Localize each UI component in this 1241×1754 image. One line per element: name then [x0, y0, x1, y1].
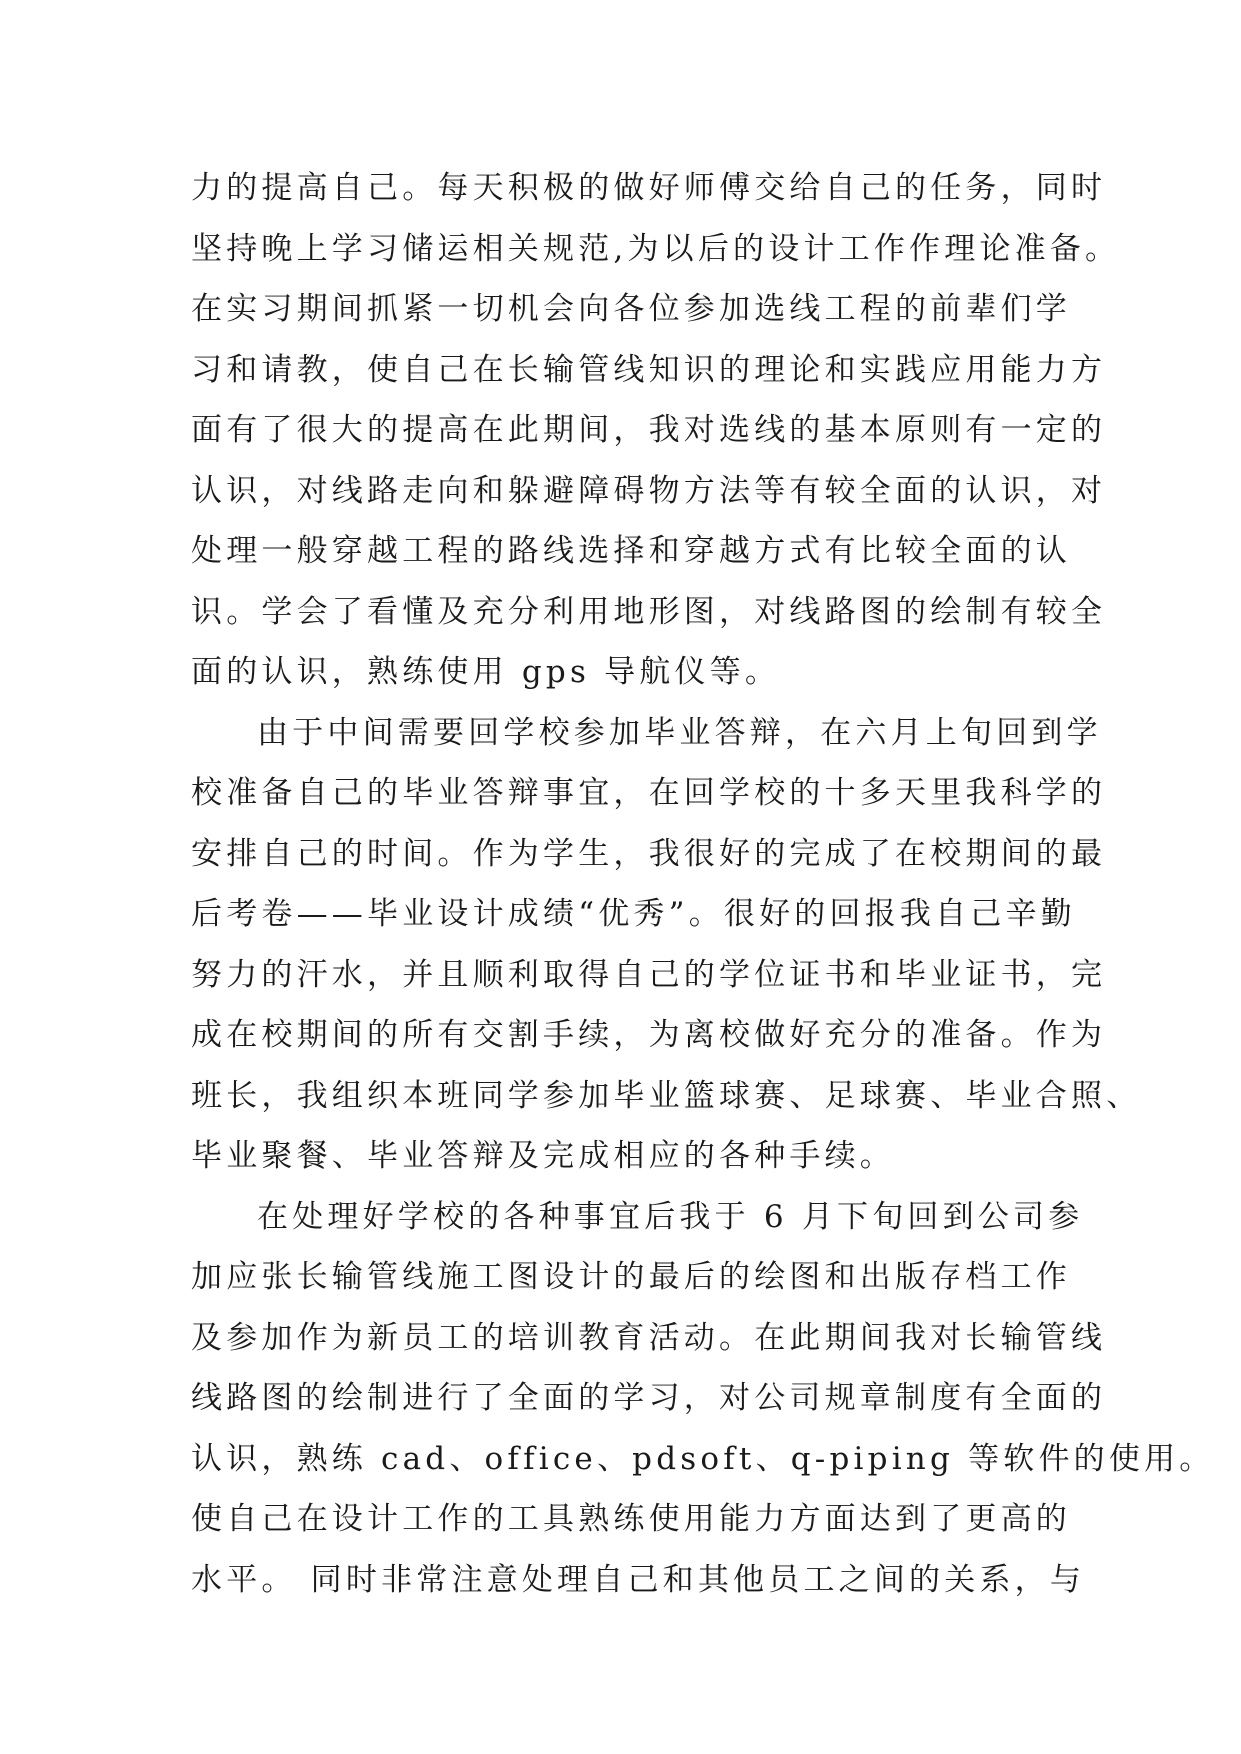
paragraph-2	[191, 703, 1142, 1187]
text-line: 识。学会了看懂及充分利用地形图，对线路图的绘制有较全	[191, 593, 1107, 630]
text-line: 处理一般穿越工程的路线选择和穿越方式有比较全面的认	[191, 533, 1071, 569]
text-line: 校准备自己的毕业答辩事宜，在回学校的十多天里我科学的	[191, 775, 1107, 811]
text-line: 毕业聚餐、毕业答辩及完成相应的各种手续。	[191, 1138, 895, 1174]
paragraph-3	[191, 1187, 1215, 1611]
text-line: 水平。 同时非常注意处理自己和其他员工之间的关系，与	[191, 1561, 1086, 1598]
text-line: 在实习期间抓紧一切机会向各位参加选线工程的前辈们学	[191, 291, 1071, 327]
text-line: 安排自己的时间。作为学生，我很好的完成了在校期间的最	[191, 835, 1107, 872]
document-body	[191, 158, 1215, 1610]
text-line: 使自己在设计工作的工具熟练使用能力方面达到了更高的	[191, 1501, 1071, 1537]
paragraph-1	[191, 158, 1121, 703]
text-line: 线路图的绘制进行了全面的学习，对公司规章制度有全面的	[191, 1380, 1107, 1416]
text-line: 面的认识，熟练使用 gps 导航仪等。	[191, 654, 781, 690]
text-line: 努力的汗水，并且顺利取得自己的学位证书和毕业证书，完	[191, 956, 1107, 993]
text-line: 习和请教，使自己在长输管线知识的理论和实践应用能力方	[191, 351, 1107, 388]
text-line: 由于中间需要回学校参加毕业答辩，在六月上旬回到学	[257, 714, 1102, 751]
text-line: 认识，熟练 cad、office、pdsoft、q-piping 等软件的使用。	[191, 1440, 1215, 1477]
text-line: 面有了很大的提高在此期间，我对选线的基本原则有一定的	[191, 412, 1107, 448]
text-line: 在处理好学校的各种事宜后我于 6 月下旬回到公司参	[257, 1198, 1084, 1235]
text-line: 成在校期间的所有交割手续，为离校做好充分的准备。作为	[191, 1017, 1107, 1053]
text-line: 力的提高自己。每天积极的做好师傅交给自己的任务，同时	[191, 170, 1107, 206]
text-line: 后考卷——毕业设计成绩“优秀”。很好的回报我自己辛勤	[191, 896, 1076, 932]
text-line: 加应张长输管线施工图设计的最后的绘图和出版存档工作	[191, 1259, 1071, 1295]
text-line: 及参加作为新员工的培训教育活动。在此期间我对长输管线	[191, 1319, 1107, 1356]
text-line: 坚持晚上学习储运相关规范,为以后的设计工作作理论准备。	[191, 230, 1121, 267]
text-line: 班长，我组织本班同学参加毕业篮球赛、足球赛、毕业合照、	[191, 1077, 1142, 1114]
text-line: 认识，对线路走向和躲避障碍物方法等有较全面的认识，对	[191, 472, 1107, 509]
